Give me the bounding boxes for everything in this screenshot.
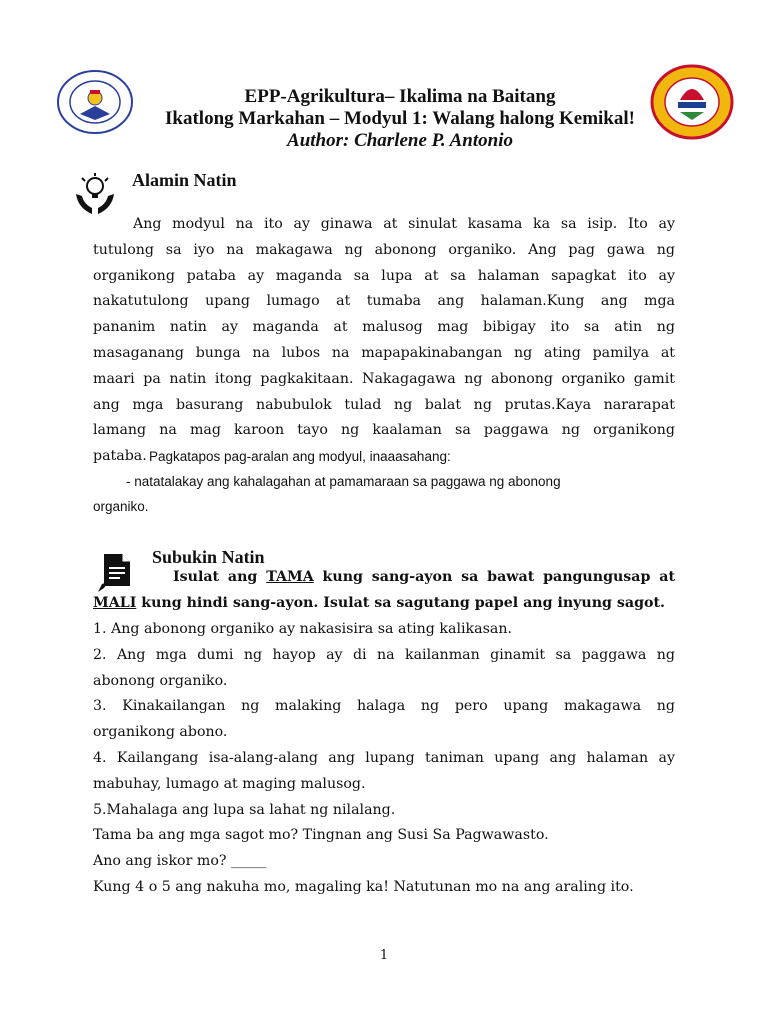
alamin-line: ang mga basurang nabubulok tulad ng balat ng prutas.Kaya nararapat — [93, 396, 675, 413]
quiz-item: 4. Kailangang isa-alang-alang ang lupang taniman upang ang halaman ay — [93, 749, 675, 766]
author-line: Author: Charlene P. Antonio — [287, 130, 513, 151]
instruction-text: kung sang-ayon sa bawat pangungusap at — [313, 569, 675, 585]
instruction-line — [173, 565, 675, 591]
school-seal-graphic — [650, 64, 734, 140]
alamin-paragraph — [93, 212, 675, 470]
objective-line: - natatalakay ang kahalagahan at pamamaraan sa paggawa ng abonong — [126, 474, 561, 489]
alamin-line: tutulong sa iyo na makagawa ng abonong organiko. Ang pag gawa ng — [93, 241, 675, 258]
objective-line-cont: organiko. — [93, 499, 149, 514]
school-seal — [650, 64, 734, 140]
mali-keyword: MALI — [93, 594, 137, 611]
quiz-item: 5.Mahalaga ang lupa sa lahat ng nilalang. — [93, 801, 396, 818]
quiz-item: 3. Kinakailangan ng malaking halaga ng pero upang makagawa ng — [93, 698, 675, 715]
alamin-line: pataba. — [93, 448, 147, 465]
tama-keyword: TAMA — [266, 569, 314, 585]
subukin-instructions — [93, 565, 675, 617]
score-line: Ano ang iskor mo? _____ — [93, 853, 267, 870]
module-title-block — [150, 86, 650, 152]
instruction-text: kung hindi sang-ayon. Isulat sa sagutang papel ang inyung sagot. — [136, 594, 665, 611]
alamin-line: lamang na mag karoon tayo ng kaalaman sa paggawa ng organikong — [93, 422, 675, 439]
alamin-heading: Alamin Natin — [132, 170, 237, 190]
module-title: Ikatlong Markahan – Modyul 1: Walang halong Kemikal! — [165, 108, 635, 129]
subukin-heading: Subukin Natin — [152, 547, 265, 567]
page-number: 1 — [379, 948, 389, 963]
alamin-line: masaganang bunga na lubos na mapapakinabangan ng ating pamilya at — [93, 344, 675, 361]
alamin-line: organikong pataba ay maganda sa lupa at sa halaman sapagkat ito ay — [93, 267, 675, 284]
quiz-items — [93, 617, 675, 901]
instruction-text: Isulat ang — [173, 569, 267, 585]
deped-seal — [56, 70, 134, 134]
quiz-item-cont: mabuhay, lumago at maging malusog. — [93, 775, 366, 792]
quiz-item-cont: organikong abono. — [93, 724, 228, 741]
instruction-line — [93, 591, 675, 617]
quiz-item-cont: abonong organiko. — [93, 672, 228, 689]
subject-title: EPP-Agrikultura– Ikalima na Baitang — [244, 86, 556, 107]
check-answers-line: Tama ba ang mga sagot mo? Tingnan ang Susi Sa Pagwawasto. — [93, 827, 549, 844]
lightbulb-hands-icon — [72, 172, 118, 216]
alamin-line: nakatutulong upang lumago at tumaba ang halaman.Kung ang mga — [93, 293, 675, 310]
objective-intro: Pagkatapos pag-aralan ang modyul, inaaasahang: — [149, 449, 451, 464]
alamin-line: maari pa natin itong pagkakitaan. Nakagagawa ng abonong organiko gamit — [93, 370, 675, 387]
quiz-item: 2. Ang mga dumi ng hayop ay di na kailanman ginamit sa paggawa ng — [93, 646, 675, 663]
deped-seal-graphic — [56, 70, 134, 134]
quiz-item: 1. Ang abonong organiko ay nakasisira sa ating kalikasan. — [93, 621, 512, 637]
alamin-line: Ang modyul na ito ay ginawa at sinulat kasama ka sa isip. Ito ay — [133, 216, 675, 232]
alamin-line: pananim natin ay maganda at malusog mag bibigay ito sa atin ng — [93, 319, 675, 336]
congrats-line: Kung 4 o 5 ang nakuha mo, magaling ka! Natutunan mo na ang araling ito. — [93, 878, 634, 895]
